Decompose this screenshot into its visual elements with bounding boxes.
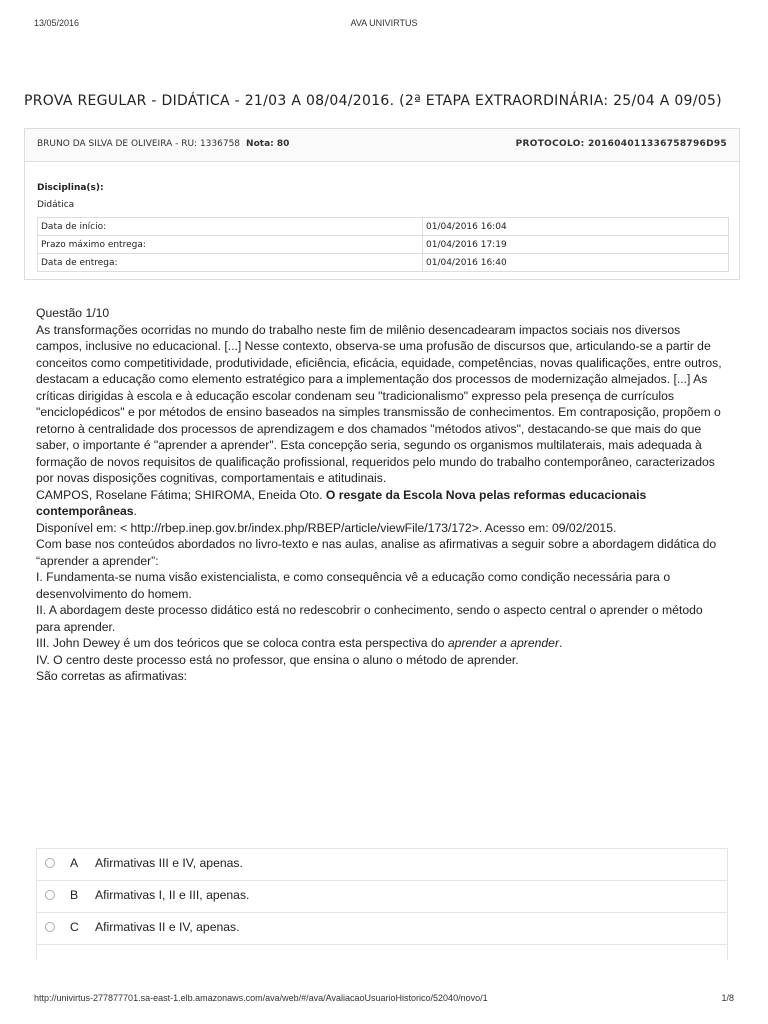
print-page-title: AVA UNIVIRTUS (350, 18, 418, 28)
alternative-letter: C (70, 920, 79, 934)
statement-3-end: . (559, 636, 563, 650)
source-availability: Disponível em: < http://rbep.inep.gov.br/index.php/RBEP/article/viewFile/173/172>. Acesso em: 09/02/2015. (36, 520, 617, 535)
start-date-value: 01/04/2016 16:04 (423, 218, 729, 236)
table-row (38, 254, 729, 272)
radio-button[interactable] (45, 922, 55, 932)
exam-info-box (24, 128, 740, 280)
alternative-letter: A (70, 856, 79, 870)
deadline-label: Prazo máximo entrega: (38, 236, 423, 254)
deadline-value: 01/04/2016 17:19 (423, 236, 729, 254)
alternative-a[interactable] (37, 849, 727, 881)
alternative-b[interactable] (37, 881, 727, 913)
statement-3 (36, 635, 726, 652)
print-url: http://univirtus-277877701.sa-east-1.elb.amazonaws.com/ava/web/#/ava/AvaliacaoUsuarioHistorico/52040/novo/1 (34, 993, 488, 1003)
statement-1: I. Fundamenta-se numa visão existencialista, e como consequência vê a educação como condição necessária para o desenvolvimento do homem. (36, 570, 671, 601)
table-row (38, 218, 729, 236)
statement-3-text: III. John Dewey é um dos teóricos que se coloca contra esta perspectiva do (36, 636, 448, 650)
citation (36, 487, 726, 520)
start-date-label: Data de início: (38, 218, 423, 236)
exam-title: PROVA REGULAR - DIDÁTICA - 21/03 A 08/04/2016. (2ª ETAPA EXTRAORDINÁRIA: 25/04 A 09/05) (24, 93, 722, 109)
citation-authors: CAMPOS, Roselane Fátima; SHIROMA, Eneida Oto. (36, 487, 323, 502)
print-date: 13/05/2016 (34, 18, 80, 28)
page-number: 1/8 (721, 993, 734, 1003)
student-row (25, 129, 739, 162)
alternative-text: Afirmativas II e IV, apenas. (95, 920, 240, 934)
alternative-text: Afirmativas III e IV, apenas. (95, 856, 243, 870)
statement-4: IV. O centro deste processo está no professor, que ensina o aluno o método de aprender. (36, 652, 519, 667)
discipline-label: Disciplina(s): (37, 183, 104, 193)
alternative-c[interactable] (37, 913, 727, 945)
question-text: As transformações ocorridas no mundo do trabalho neste fim de milênio desencadearam impactos sociais nos diversos campos, inclusive no educacional. [...] Nesse contexto, observa-se uma profusão de discursos que, articulando-se a partir de conceitos como competitividade, produtividade, eficiência, eficácia, equidade, competências, novas qualificações, entre outros, destacam a educação como elemento estratégico para a implementação dos processos de modernização almejados. [...] As críticas dirigidas à escola e à educação escolar condenam seu "tradicionalismo" expresso pela presença de currículos "enciclopédicos" e por métodos de ensino baseados na simples transmissão de conhecimentos. Em contraposição, propõem o retorno à centralidade dos processos de aprendizagem e dos chamados "métodos ativos", destacando-se que mais do que saber, o importante é "aprender a aprender". Esta concepção seria, segundo os organismos multilaterais, mais adequada à formação de novos requisitos de qualificação profissional, requeridos pelo mundo do trabalho contemporâneo, caracterizados por novas disposições cognitivas, comportamentais e atitudinais. (36, 322, 722, 485)
question-instruction: Com base nos conteúdos abordados no livro-texto e nas aulas, analise as afirmativas a seguir sobre a abordagem didática do “aprender a aprender”: (36, 537, 717, 568)
print-header (34, 18, 734, 30)
question-prompt: São corretas as afirmativas: (36, 669, 188, 683)
grade: Nota: 80 (246, 139, 290, 149)
alternative-text: Afirmativas I, II e III, apenas. (95, 888, 250, 902)
student-name-ru: BRUNO DA SILVA DE OLIVEIRA - RU: 1336758 (37, 139, 241, 149)
question-number: Questão 1/10 (36, 306, 110, 320)
print-footer (34, 993, 734, 1005)
discipline-value: Didática (37, 200, 75, 210)
radio-button[interactable] (45, 858, 55, 868)
dates-table (37, 217, 729, 272)
question-area (36, 305, 726, 685)
statement-2: II. A abordagem deste processo didático está no redescobrir o conhecimento, sendo o aspecto central o aprender o método para aprender. (36, 603, 703, 634)
citation-title: O resgate da Escola Nova pelas reformas educacionais contemporâneas (36, 487, 647, 518)
student-info (37, 139, 289, 149)
statement-3-emphasis: aprender a aprender (447, 636, 560, 650)
delivery-date-label: Data de entrega: (38, 254, 423, 272)
table-row (38, 236, 729, 254)
citation-end: . (133, 504, 137, 518)
alternative-letter: B (70, 888, 79, 902)
alternatives-list (36, 848, 728, 960)
protocol: PROTOCOLO: 201604011336758796D95 (515, 139, 727, 149)
delivery-date-value: 01/04/2016 16:40 (423, 254, 729, 272)
radio-button[interactable] (45, 890, 55, 900)
